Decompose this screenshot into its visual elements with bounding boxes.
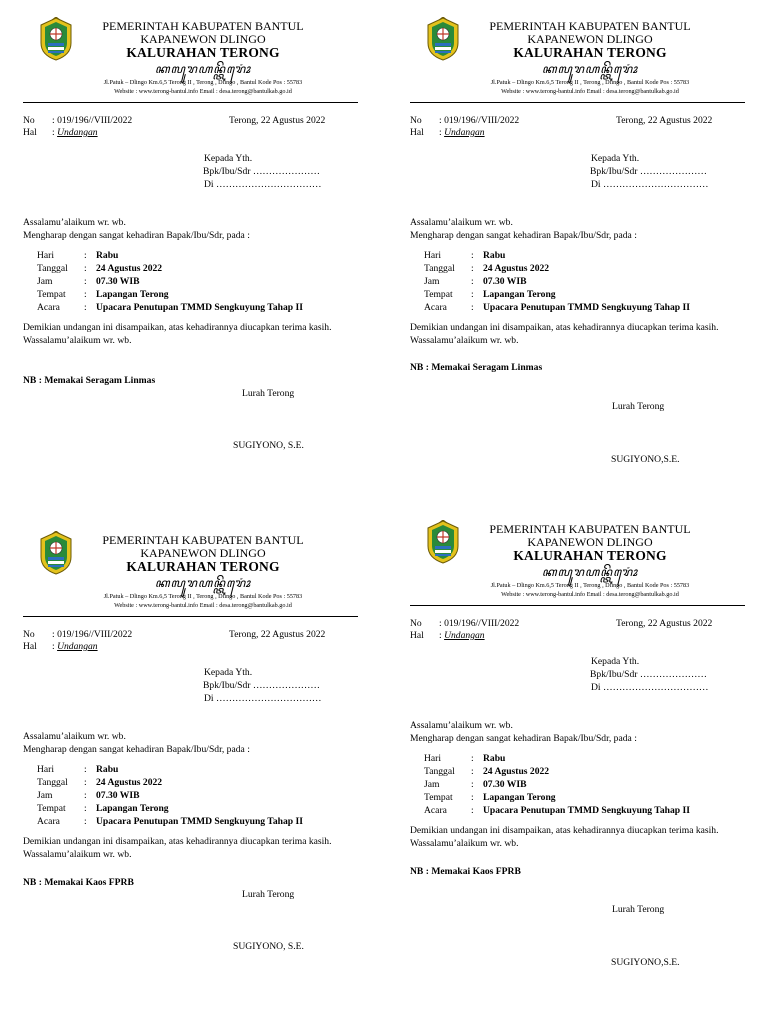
salam-opening: Assalamu’alaikum wr. wb. — [23, 217, 126, 228]
closing-thanks: Demikian undangan ini disampaikan, atas kehadirannya diucapkan terima kasih. — [410, 825, 719, 836]
recipient-name: Bpk/Ibu/Sdr ………………… — [590, 166, 707, 177]
nb-note: NB : Memakai Seragam Linmas — [410, 362, 543, 373]
salam-opening: Assalamu’alaikum wr. wb. — [23, 731, 126, 742]
kop-address: Jl.Patuk – Dlingo Km.6,5 Terong II , Terong , Dlingo , Bantul Kode Pos : 55783 — [490, 582, 690, 589]
detail-colon: : — [84, 289, 87, 300]
hal-colon: : — [439, 127, 445, 138]
kop-kalurahan: KALURAHAN TERONG — [513, 548, 667, 563]
detail-colon: : — [471, 792, 474, 803]
kop-kapanewon: KAPANEWON DLINGO — [527, 535, 653, 549]
detail-value: Rabu — [483, 250, 506, 261]
hal-subject: Undangan — [444, 127, 485, 138]
invitation-letter — [410, 520, 750, 1000]
place-date: Terong, 22 Agustus 2022 — [229, 629, 326, 640]
hal-field — [439, 127, 485, 138]
detail-label: Jam — [424, 276, 440, 287]
closing-thanks: Demikian undangan ini disampaikan, atas kehadirannya diucapkan terima kasih. — [23, 836, 332, 847]
detail-value: 24 Agustus 2022 — [96, 263, 163, 274]
signer-name: SUGIYONO, S.E. — [233, 941, 304, 952]
hal-colon: : — [52, 127, 58, 138]
hal-label: Hal — [23, 127, 37, 138]
recipient-address: Di …………………………… — [591, 682, 709, 693]
invitation-letter — [410, 17, 750, 497]
kop-javanese-script: ꦏꦭꦸꦫꦲꦤ꧀ꦠꦼꦫꦺꦴꦁ — [541, 565, 639, 579]
kepada-yth: Kepada Yth. — [204, 153, 253, 164]
kepada-yth: Kepada Yth. — [591, 656, 640, 667]
nb-note: NB : Memakai Kaos FPRB — [23, 877, 134, 888]
kop-kapanewon: KAPANEWON DLINGO — [140, 32, 266, 46]
detail-label: Acara — [424, 805, 447, 816]
salam-closing: Wassalamu’alaikum wr. wb. — [23, 335, 132, 346]
detail-label: Tempat — [424, 289, 453, 300]
invitation-letter — [23, 17, 363, 497]
detail-colon: : — [471, 289, 474, 300]
letter-number: : 019/196//VIII/2022 — [52, 115, 133, 126]
kop-pemerintah: PEMERINTAH KABUPATEN BANTUL — [489, 19, 691, 33]
detail-label: Hari — [424, 753, 442, 764]
detail-label: Tanggal — [424, 766, 455, 777]
recipient-name: Bpk/Ibu/Sdr ………………… — [590, 669, 707, 680]
detail-colon: : — [84, 777, 87, 788]
detail-colon: : — [471, 805, 474, 816]
recipient-address: Di …………………………… — [591, 179, 709, 190]
hal-label: Hal — [410, 630, 424, 641]
hal-colon: : — [52, 641, 58, 652]
closing-thanks: Demikian undangan ini disampaikan, atas kehadirannya diucapkan terima kasih. — [410, 322, 719, 333]
letter-number: : 019/196//VIII/2022 — [439, 618, 520, 629]
detail-value: 24 Agustus 2022 — [483, 766, 550, 777]
detail-value: 07.30 WIB — [96, 276, 140, 287]
detail-label: Hari — [37, 250, 55, 261]
detail-label: Hari — [424, 250, 442, 261]
salam-closing: Wassalamu’alaikum wr. wb. — [410, 838, 519, 849]
detail-label: Tanggal — [424, 263, 455, 274]
request-line: Mengharap dengan sangat kehadiran Bapak/Ibu/Sdr, pada : — [410, 230, 637, 241]
detail-value: Rabu — [96, 250, 119, 261]
hal-field — [52, 641, 98, 652]
detail-label: Jam — [37, 790, 53, 801]
salam-closing: Wassalamu’alaikum wr. wb. — [23, 849, 132, 860]
salam-opening: Assalamu’alaikum wr. wb. — [410, 720, 513, 731]
detail-value: Upacara Penutupan TMMD Sengkuyung Tahap II — [483, 302, 690, 313]
detail-value: Upacara Penutupan TMMD Sengkuyung Tahap II — [96, 302, 303, 313]
detail-colon: : — [471, 276, 474, 287]
place-date: Terong, 22 Agustus 2022 — [229, 115, 326, 126]
detail-colon: : — [84, 790, 87, 801]
detail-label: Jam — [424, 779, 440, 790]
kop-kapanewon: KAPANEWON DLINGO — [140, 546, 266, 560]
detail-label: Tempat — [37, 289, 66, 300]
salam-closing: Wassalamu’alaikum wr. wb. — [410, 335, 519, 346]
detail-colon: : — [84, 250, 87, 261]
hal-field — [439, 630, 485, 641]
detail-colon: : — [84, 764, 87, 775]
kop-divider — [23, 102, 358, 103]
detail-value: Rabu — [96, 764, 119, 775]
kop-pemerintah: PEMERINTAH KABUPATEN BANTUL — [102, 19, 304, 33]
no-label: No — [410, 618, 422, 629]
kop-kalurahan: KALURAHAN TERONG — [513, 45, 667, 60]
no-label: No — [23, 629, 35, 640]
hal-subject: Undangan — [57, 127, 98, 138]
hal-colon: : — [439, 630, 445, 641]
detail-colon: : — [471, 779, 474, 790]
detail-label: Hari — [37, 764, 55, 775]
request-line: Mengharap dengan sangat kehadiran Bapak/Ibu/Sdr, pada : — [23, 230, 250, 241]
detail-colon: : — [471, 263, 474, 274]
request-line: Mengharap dengan sangat kehadiran Bapak/Ibu/Sdr, pada : — [410, 733, 637, 744]
kepada-yth: Kepada Yth. — [591, 153, 640, 164]
recipient-address: Di …………………………… — [204, 693, 322, 704]
kop-website-email: Website : www.terong-bantul.info Email : desa.terong@bantulkab.go.id — [114, 602, 292, 609]
kop-address: Jl.Patuk – Dlingo Km.6,5 Terong II , Terong , Dlingo , Bantul Kode Pos : 55783 — [103, 593, 303, 600]
kepada-yth: Kepada Yth. — [204, 667, 253, 678]
closing-thanks: Demikian undangan ini disampaikan, atas kehadirannya diucapkan terima kasih. — [23, 322, 332, 333]
kop-website-email: Website : www.terong-bantul.info Email : desa.terong@bantulkab.go.id — [501, 88, 679, 95]
kop-divider — [23, 616, 358, 617]
detail-value: Upacara Penutupan TMMD Sengkuyung Tahap II — [483, 805, 690, 816]
kop-javanese-script: ꦏꦭꦸꦫꦲꦤ꧀ꦠꦼꦫꦺꦴꦁ — [541, 62, 639, 76]
detail-value: 24 Agustus 2022 — [96, 777, 163, 788]
kop-pemerintah: PEMERINTAH KABUPATEN BANTUL — [489, 522, 691, 536]
detail-colon: : — [471, 302, 474, 313]
kop-pemerintah: PEMERINTAH KABUPATEN BANTUL — [102, 533, 304, 547]
kop-website-email: Website : www.terong-bantul.info Email : desa.terong@bantulkab.go.id — [501, 591, 679, 598]
detail-label: Tanggal — [37, 263, 68, 274]
detail-value: Lapangan Terong — [96, 289, 169, 300]
detail-colon: : — [471, 766, 474, 777]
detail-colon: : — [84, 803, 87, 814]
kop-javanese-script: ꦏꦭꦸꦫꦲꦤ꧀ꦠꦼꦫꦺꦴꦁ — [154, 576, 252, 590]
no-label: No — [23, 115, 35, 126]
letter-number: : 019/196//VIII/2022 — [439, 115, 520, 126]
detail-label: Tempat — [424, 792, 453, 803]
kop-address: Jl.Patuk – Dlingo Km.6,5 Terong II , Terong , Dlingo , Bantul Kode Pos : 55783 — [490, 79, 690, 86]
hal-subject: Undangan — [444, 630, 485, 641]
detail-colon: : — [84, 263, 87, 274]
detail-value: 07.30 WIB — [483, 779, 527, 790]
detail-label: Acara — [37, 816, 60, 827]
signer-name: SUGIYONO, S.E. — [233, 440, 304, 451]
detail-value: Rabu — [483, 753, 506, 764]
signer-name: SUGIYONO,S.E. — [611, 957, 680, 968]
place-date: Terong, 22 Agustus 2022 — [616, 618, 713, 629]
kop-website-email: Website : www.terong-bantul.info Email : desa.terong@bantulkab.go.id — [114, 88, 292, 95]
lurah-title: Lurah Terong — [242, 388, 295, 399]
detail-value: 07.30 WIB — [483, 276, 527, 287]
detail-value: Lapangan Terong — [483, 792, 556, 803]
kop-javanese-script: ꦏꦭꦸꦫꦲꦤ꧀ꦠꦼꦫꦺꦴꦁ — [154, 62, 252, 76]
hal-label: Hal — [23, 641, 37, 652]
detail-value: Lapangan Terong — [483, 289, 556, 300]
no-label: No — [410, 115, 422, 126]
detail-colon: : — [471, 250, 474, 261]
hal-field — [52, 127, 98, 138]
kop-address: Jl.Patuk – Dlingo Km.6,5 Terong II , Terong , Dlingo , Bantul Kode Pos : 55783 — [103, 79, 303, 86]
hal-label: Hal — [410, 127, 424, 138]
detail-label: Acara — [37, 302, 60, 313]
detail-value: 24 Agustus 2022 — [483, 263, 550, 274]
kop-divider — [410, 605, 745, 606]
detail-colon: : — [84, 302, 87, 313]
kop-divider — [410, 102, 745, 103]
detail-value: 07.30 WIB — [96, 790, 140, 801]
detail-label: Tempat — [37, 803, 66, 814]
detail-colon: : — [471, 753, 474, 764]
recipient-address: Di …………………………… — [204, 179, 322, 190]
recipient-name: Bpk/Ibu/Sdr ………………… — [203, 166, 320, 177]
request-line: Mengharap dengan sangat kehadiran Bapak/Ibu/Sdr, pada : — [23, 744, 250, 755]
kop-kapanewon: KAPANEWON DLINGO — [527, 32, 653, 46]
hal-subject: Undangan — [57, 641, 98, 652]
invitation-letter — [23, 531, 363, 1011]
detail-label: Tanggal — [37, 777, 68, 788]
salam-opening: Assalamu’alaikum wr. wb. — [410, 217, 513, 228]
detail-value: Lapangan Terong — [96, 803, 169, 814]
kop-kalurahan: KALURAHAN TERONG — [126, 559, 280, 574]
detail-value: Upacara Penutupan TMMD Sengkuyung Tahap II — [96, 816, 303, 827]
signer-name: SUGIYONO,S.E. — [611, 454, 680, 465]
lurah-title: Lurah Terong — [612, 904, 665, 915]
nb-note: NB : Memakai Kaos FPRB — [410, 866, 521, 877]
detail-colon: : — [84, 276, 87, 287]
recipient-name: Bpk/Ibu/Sdr ………………… — [203, 680, 320, 691]
kop-kalurahan: KALURAHAN TERONG — [126, 45, 280, 60]
detail-colon: : — [84, 816, 87, 827]
lurah-title: Lurah Terong — [612, 401, 665, 412]
place-date: Terong, 22 Agustus 2022 — [616, 115, 713, 126]
detail-label: Jam — [37, 276, 53, 287]
lurah-title: Lurah Terong — [242, 889, 295, 900]
detail-label: Acara — [424, 302, 447, 313]
nb-note: NB : Memakai Seragam Linmas — [23, 375, 156, 386]
letter-number: : 019/196//VIII/2022 — [52, 629, 133, 640]
